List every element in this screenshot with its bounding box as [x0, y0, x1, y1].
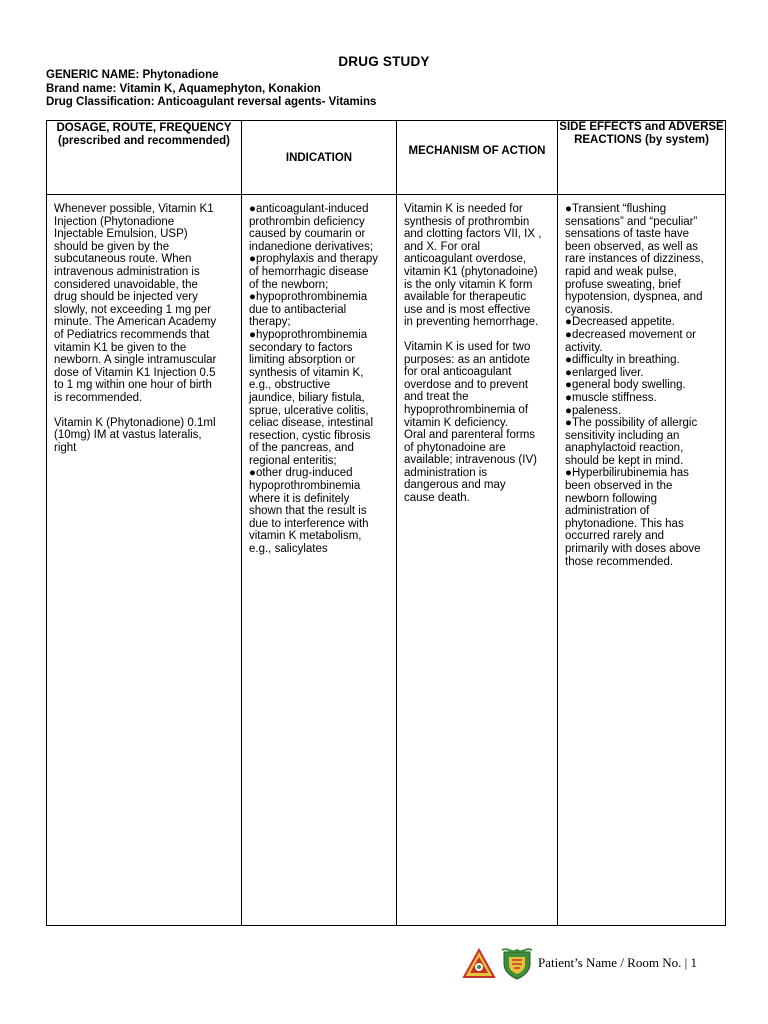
dosage-cell [47, 195, 242, 926]
school-triangle-logo-icon [462, 948, 496, 980]
header-indication-cell [242, 121, 397, 195]
header-side-effects-cell [558, 121, 726, 195]
header-indication: INDICATION [285, 152, 353, 164]
dosage-paragraph-1: Whenever possible, Vitamin K1 Injection (Phytonadione Injectable Emulsion, USP) should be given by the subcutaneous route. When intravenous administration is considered unavoidable, the drug should be injected very slowly, not exceeding 1 mg per minute. The American Academy of Pediatrics recommends that vitamin K1 be given to the newborn. A single intramuscular dose of Vitamin K1 Injection 0.5 to 1 mg within one hour of birth is recommended. [54, 203, 217, 404]
mechanism-paragraph-2: Vitamin K is used for two purposes: as an antidote for oral anticoagulant overdose and to prevent and treat the hypoprothrombinemia of vitamin K deficiency. Oral and parenteral forms of phytonadoine are available; intravenous (IV) administration is dangerous and may cause death. [404, 340, 537, 505]
header-mechanism: MECHANISM OF ACTION [408, 145, 546, 157]
footer-patient-label: Patient’s Name / Room No. | 1 [538, 955, 697, 970]
dosage-paragraph-2: Vitamin K (Phytonadione) 0.1ml (10mg) IM at vastus lateralis, right [54, 416, 216, 454]
drug-classification: Drug Classification: Anticoagulant reversal agents- Vitamins [46, 96, 377, 108]
header-dosage: DOSAGE, ROUTE, FREQUENCY (prescribed and recommended) [56, 122, 232, 147]
indication-text: ●anticoagulant-induced prothrombin deficiency caused by coumarin or indanedione derivatives; ●prophylaxis and therapy of hemorrhagic disease of the newborn; ●hypoprothrombinemia due to antibacterial therapy; ●hypoprothrombinemia secondary to factors limiting absorption or synthesis of vitamin K, e.g., obstructive jaundice, biliary fistula, sprue, ulcerative colitis, celiac disease, intestinal resection, cystic fibrosis of the pancreas, and regional enteritis; ●other drug-induced hypoprothrombinemia where it is definitely shown that the result is due to interference with vitamin K metabolism, e.g., salicylates [249, 203, 379, 556]
generic-name: GENERIC NAME: Phytonadione [46, 69, 219, 81]
table-body-row [47, 195, 726, 926]
drug-study-table [46, 120, 726, 926]
document-title: DRUG STUDY [338, 54, 430, 69]
side-effects-cell [558, 195, 726, 926]
header-mechanism-cell [397, 121, 558, 195]
indication-cell [242, 195, 397, 926]
brand-name: Brand name: Vitamin K, Aquamephyton, Konakion [46, 82, 321, 95]
mechanism-cell [397, 195, 558, 926]
header-side-effects: SIDE EFFECTS and ADVERSE REACTIONS (by system) [559, 121, 724, 146]
mechanism-paragraph-1: Vitamin K is needed for synthesis of prothrombin and clotting factors VII, IX , and X. For oral anticoagulant overdose, vitamin K1 (phytonadoine) is the only vitamin K form available for therapeutic use and is most effective in preventing hemorrhage. [404, 203, 542, 329]
page-footer [462, 944, 732, 984]
header-dosage-cell [47, 121, 242, 195]
college-shield-logo-icon [500, 946, 534, 980]
drug-info-block [46, 69, 376, 110]
side-effects-text: ●Transient “flushing sensations” and “peculiar” sensations of taste have been observed, as well as rare instances of dizziness, rapid and weak pulse, profuse sweating, brief hypotension, dyspnea, and cyanosis. ●Decreased appetite. ●decreased movement or activity. ●difficulty in breathing. ●enlarged liver. ●general body swelling. ●muscle stiffness. ●paleness. ●The possibility of allergic sensitivity including an anaphylactoid reaction, should be kept in mind. ●Hyperbilirubinemia has been observed in the newborn following administration of phytonadione. This has occurred rarely and primarily with doses above those recommended. [565, 203, 704, 568]
table-header-row [47, 121, 726, 195]
